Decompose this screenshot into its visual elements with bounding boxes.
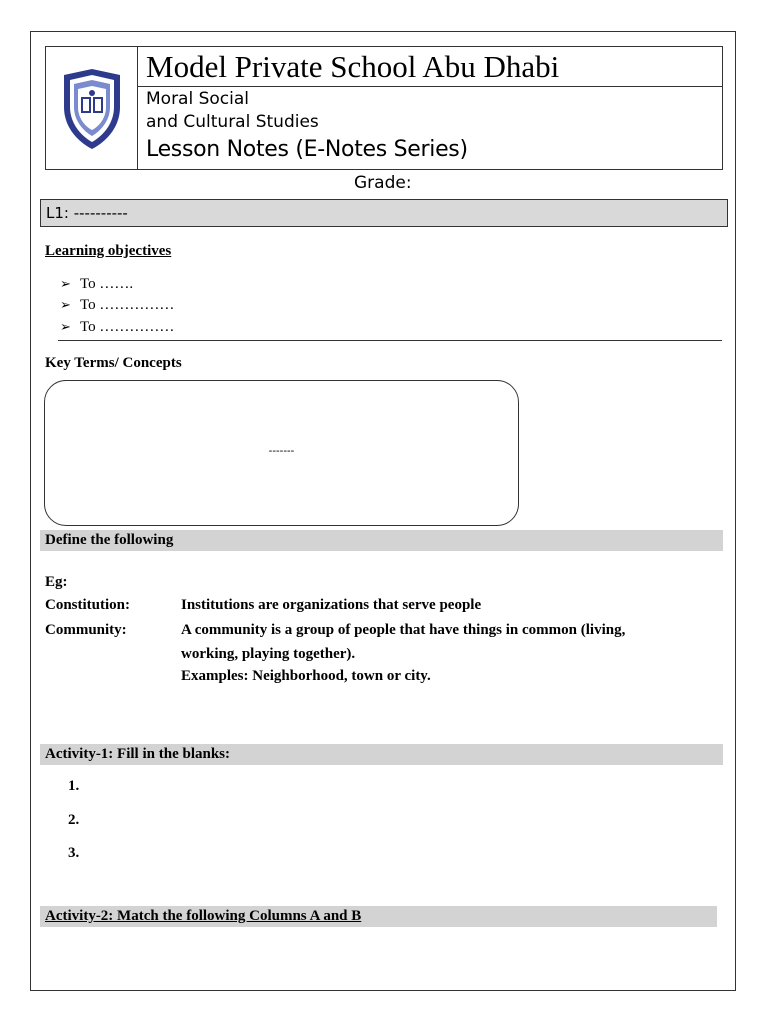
objective-item bbox=[60, 276, 133, 293]
definition-text: Examples: Neighborhood, town or city. bbox=[181, 668, 431, 684]
lesson-bar: L1: ---------- bbox=[40, 199, 728, 227]
definition-term: Community: bbox=[45, 622, 127, 638]
activity-2-heading: Activity-2: Match the following Columns A and B bbox=[40, 906, 717, 927]
school-shield-crest-icon bbox=[60, 67, 124, 151]
blank-item: 3. bbox=[68, 845, 80, 861]
definition-text: working, playing together). bbox=[181, 646, 356, 662]
objective-text: To ……. bbox=[80, 276, 134, 292]
subject-line-2: and Cultural Studies bbox=[146, 112, 319, 132]
define-heading: Define the following bbox=[40, 530, 723, 551]
activity-1-heading: Activity-1: Fill in the blanks: bbox=[40, 744, 723, 765]
grade-label: Grade: bbox=[354, 173, 412, 193]
key-terms-box bbox=[44, 380, 519, 526]
definition-term: Constitution: bbox=[45, 597, 131, 613]
subject-line-1: Moral Social bbox=[146, 89, 250, 109]
notes-title: Lesson Notes (E-Notes Series) bbox=[146, 137, 468, 162]
arrow-bullet-icon: ➢ bbox=[60, 320, 71, 335]
objective-item bbox=[60, 319, 174, 336]
definition-text: Institutions are organizations that serve people bbox=[181, 597, 482, 613]
blank-item: 1. bbox=[68, 778, 80, 794]
header-table bbox=[45, 46, 723, 170]
divider-line bbox=[58, 340, 722, 341]
objective-item bbox=[60, 297, 174, 314]
objectives-heading: Learning objectives bbox=[45, 243, 172, 259]
arrow-bullet-icon: ➢ bbox=[60, 298, 71, 313]
eg-label: Eg: bbox=[45, 574, 68, 590]
school-name: Model Private School Abu Dhabi bbox=[138, 47, 722, 87]
arrow-bullet-icon: ➢ bbox=[60, 277, 71, 292]
key-terms-box-text: ------- bbox=[268, 445, 295, 457]
blank-item: 2. bbox=[68, 812, 80, 828]
key-terms-heading: Key Terms/ Concepts bbox=[45, 355, 182, 371]
definition-text: A community is a group of people that have things in common (living, bbox=[181, 622, 626, 638]
objective-text: To …………… bbox=[80, 297, 175, 313]
objective-text: To …………… bbox=[80, 319, 175, 335]
logo-cell bbox=[46, 47, 138, 169]
